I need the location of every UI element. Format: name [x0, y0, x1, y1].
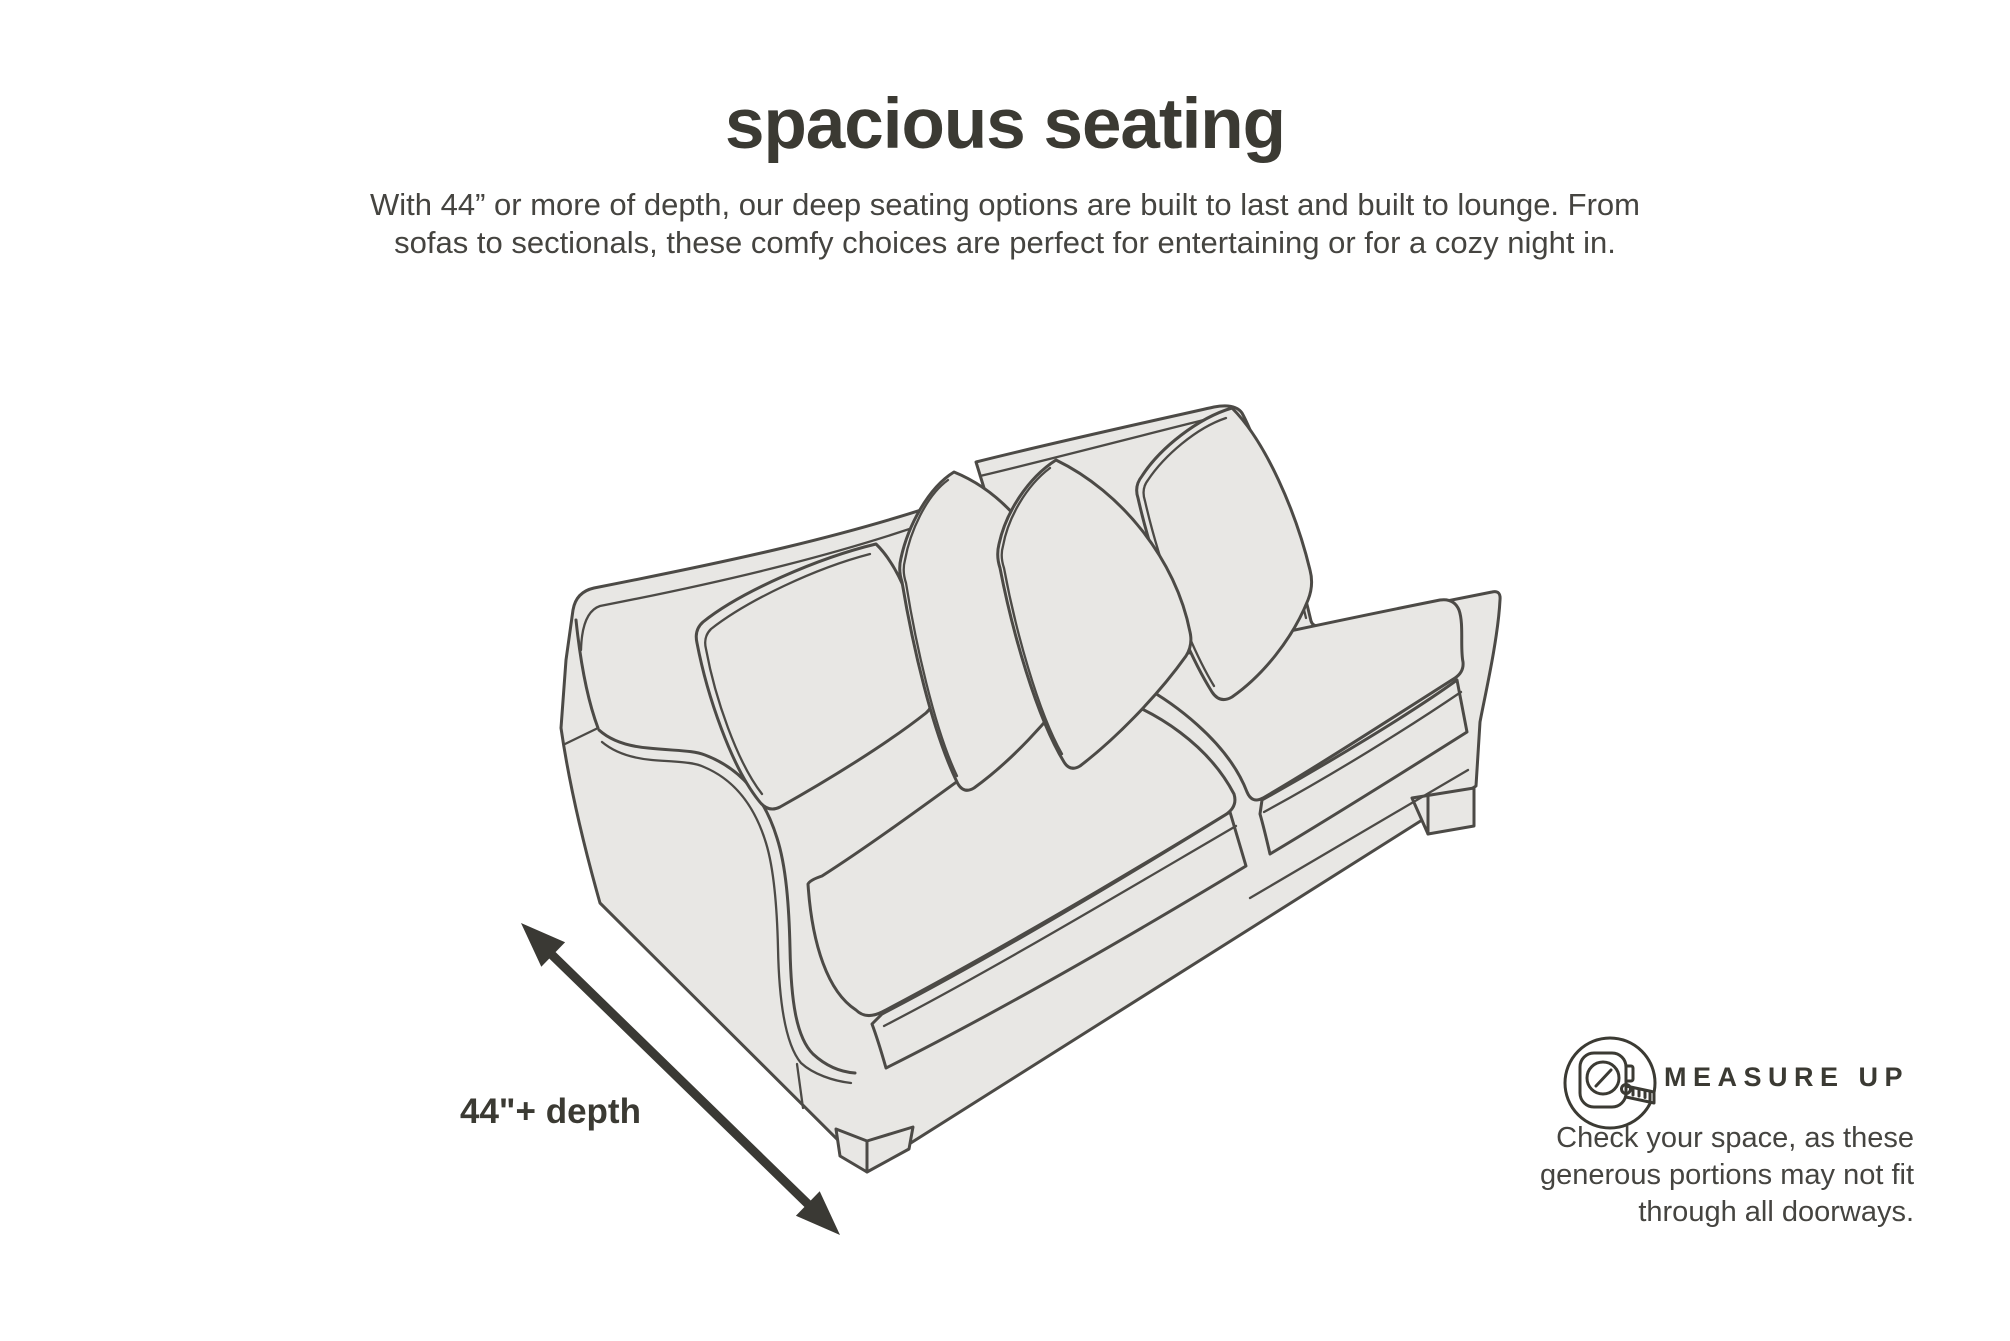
- measure-up-note-line-3: through all doorways.: [1638, 1196, 1914, 1228]
- intro-paragraph: [0, 186, 2010, 262]
- measure-up-note-line-1: Check your space, as these: [1556, 1122, 1914, 1154]
- measure-up-note: [1540, 1120, 1914, 1231]
- depth-dimension-label: 44"+ depth: [460, 1092, 641, 1131]
- page-title: spacious seating: [724, 85, 1286, 164]
- intro-line-1: With 44” or more of depth, our deep seating options are built to last and built to lounge. From: [369, 187, 1640, 222]
- measure-up-heading: MEASURE UP: [1664, 1062, 1910, 1092]
- measure-up-note-line-2: generous portions may not fit: [1540, 1159, 1914, 1191]
- tape-measure-icon: [1560, 1033, 1660, 1133]
- intro-line-2: sofas to sectionals, these comfy choices are perfect for entertaining or for a cozy night in.: [394, 225, 1616, 260]
